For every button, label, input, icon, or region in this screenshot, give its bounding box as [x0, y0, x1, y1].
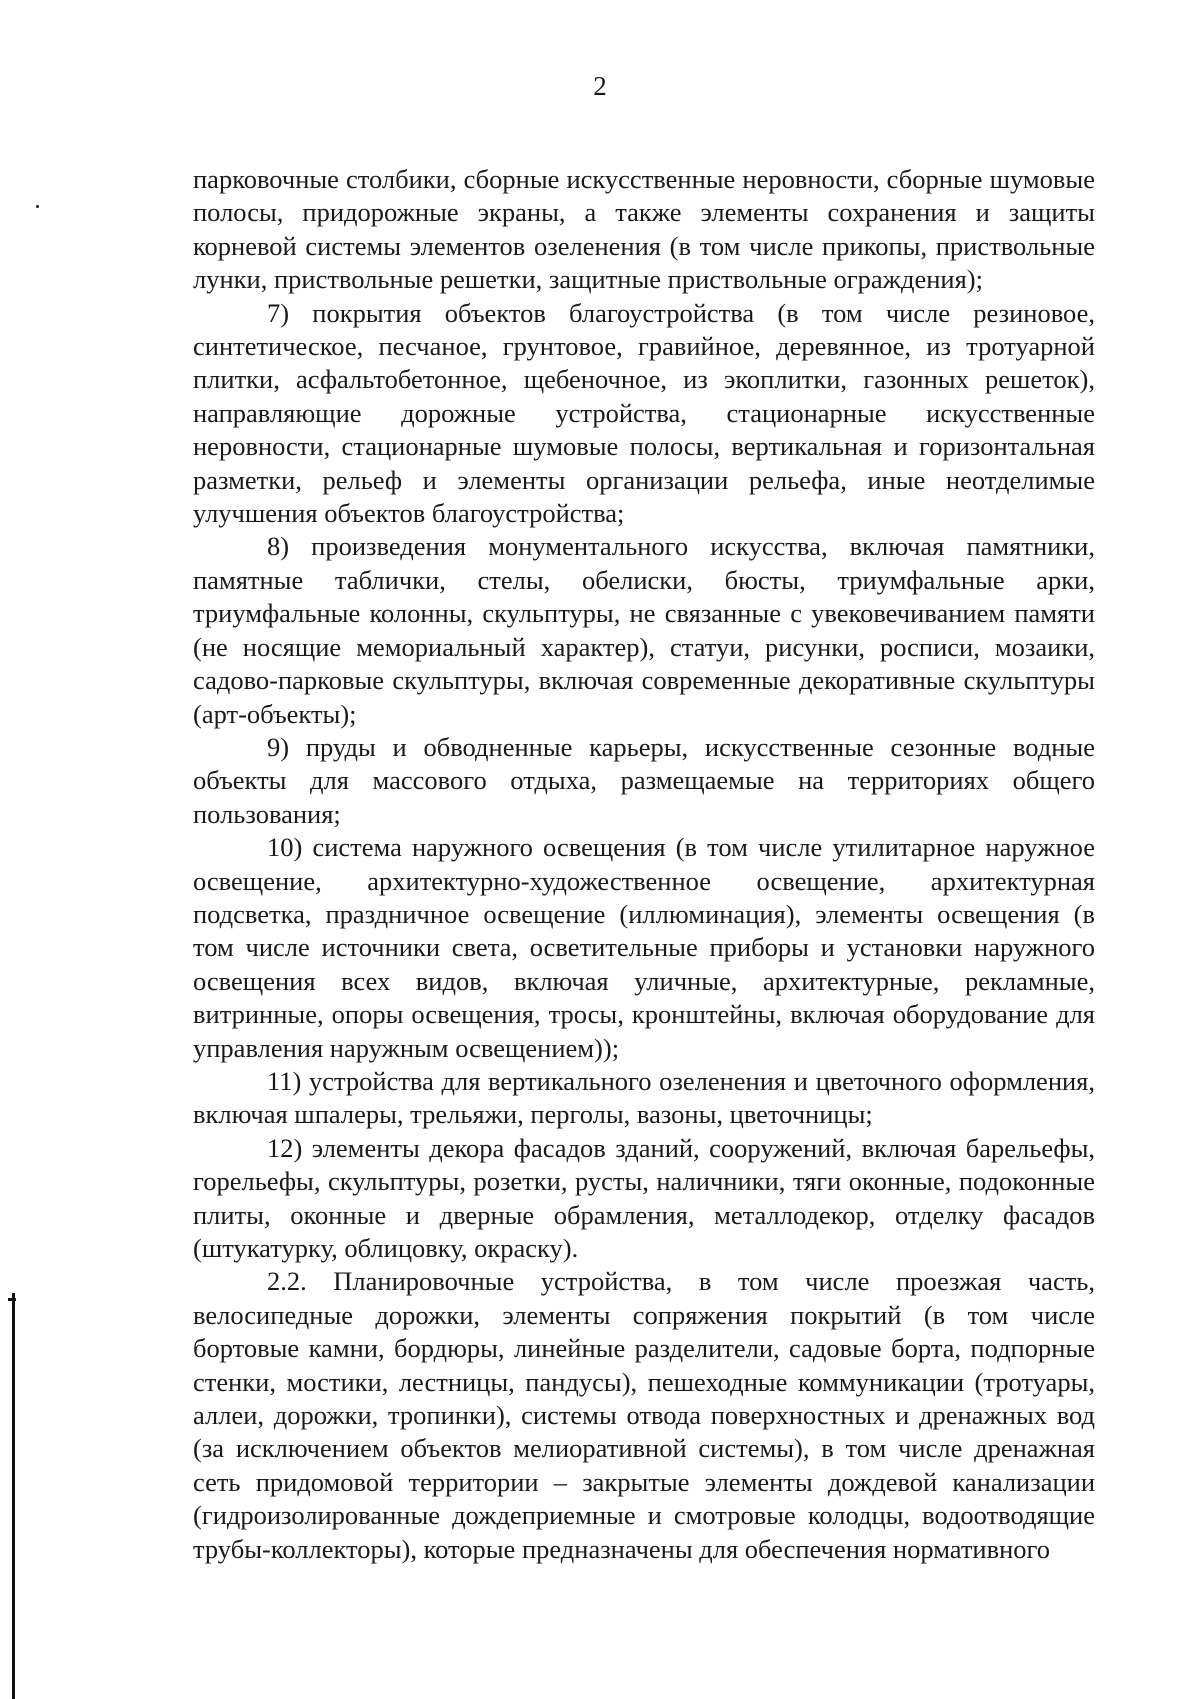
paragraph-item-9: 9) пруды и обводненные карьеры, искусственные сезонные водные объекты для массового отдыха, размещаемые на территориях общего пользования; — [193, 731, 1095, 829]
paragraph-item-10: 10) система наружного освещения (в том числе утилитарное наружное освещение, архитектурно-художественное освещение, архитектурная подсветка, праздничное освещение (иллюминация), элементы освещения (в том числе источники света, осветительные приборы и установки наружного освещения всех видов, включая уличные, архитектурные, рекламные, витринные, опоры освещения, тросы, кронштейны, включая оборудование для управления наружным освещением)); — [193, 832, 1095, 1063]
paragraph-item-11: 11) устройства для вертикального озеленения и цветочного оформления, включая шпалеры, трельяжи, перголы, вазоны, цветочницы; — [193, 1065, 1095, 1130]
paragraph-item-12: 12) элементы декора фасадов зданий, сооружений, включая барельефы, горельефы, скульптуры, розетки, русты, наличники, тяги оконные, подоконные плиты, оконные и дверные обрамления, металлодекор, отделку фасадов (штукатурку, облицовку, окраску). — [193, 1132, 1095, 1263]
page-number: 2 — [593, 71, 607, 101]
body-text — [193, 163, 1095, 1566]
paragraph-item-7: 7) покрытия объектов благоустройства (в том числе резиновое, синтетическое, песчаное, грунтовое, гравийное, деревянное, из тротуарной плитки, асфальтобетонное, щебеночное, из экоплитки, газонных решеток), направляющие дорожные устройства, стационарные искусственные неровности, стационарные шумовые полосы, вертикальная и горизонтальная разметки, рельеф и элементы организации рельефа, иные неотделимые улучшения объектов благоустройства; — [193, 297, 1095, 529]
paragraph-item-8: 8) произведения монументального искусства, включая памятники, памятные таблички, стелы, обелиски, бюсты, триумфальные арки, триумфальные колонны, скульптуры, не связанные с увековечиванием памяти (не носящие мемориальный характер), статуи, рисунки, росписи, мозаики, садово-парковые скульптуры, включая современные декоративные скульптуры (арт-объекты); — [193, 531, 1095, 729]
scan-edge-line — [12, 1293, 15, 1699]
scan-edge-tick — [8, 1298, 16, 1301]
scan-speck — [36, 205, 39, 208]
paragraph-continuation: парковочные столбики, сборные искусственные неровности, сборные шумовые полосы, придорожные экраны, а также элементы сохранения и защиты корневой системы элементов озеленения (в том числе прикопы, приствольные лунки, приствольные решетки, защитные приствольные ограждения); — [193, 164, 1095, 295]
paragraph-item-2-2: 2.2. Планировочные устройства, в том числе проезжая часть, велосипедные дорожки, элементы сопряжения покрытий (в том числе бортовые камни, бордюры, линейные разделители, садовые борта, подпорные стенки, мостики, лестницы, пандусы), пешеходные коммуникации (тротуары, аллеи, дорожки, тропинки), системы отвода поверхностных и дренажных вод (за исключением объектов мелиоративной системы), в том числе дренажная сеть придомовой территории – закрытые элементы дождевой канализации (гидроизолированные дождеприемные и смотровые колодцы, водоотводящие трубы-коллекторы), которые предназначены для обеспечения нормативного — [193, 1266, 1095, 1564]
